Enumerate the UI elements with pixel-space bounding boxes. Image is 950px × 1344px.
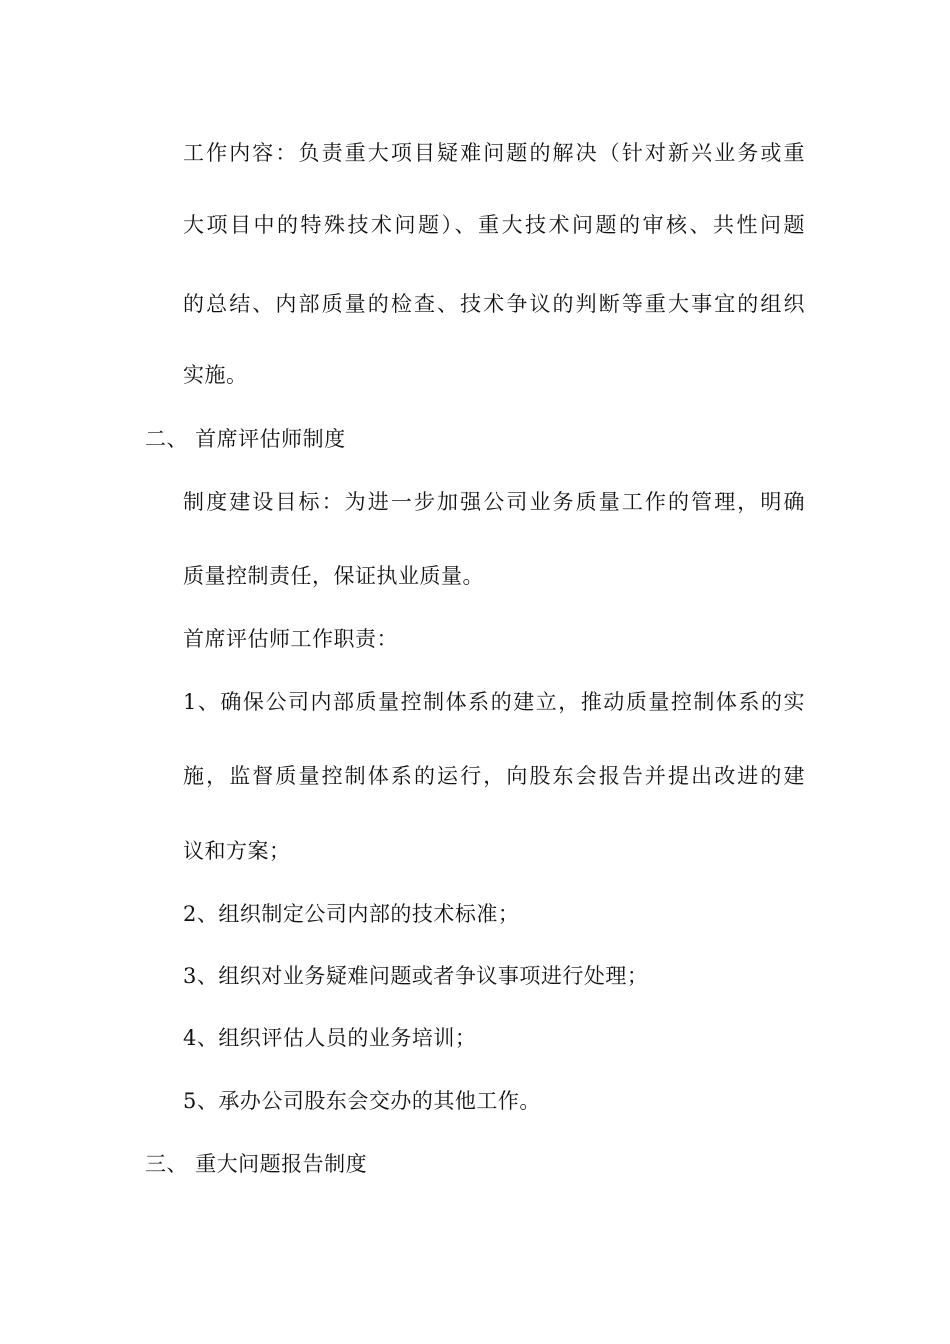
section3-heading: 三、 重大问题报告制度	[145, 1152, 368, 1176]
section2-heading: 二、 首席评估师制度	[145, 427, 346, 451]
duties-title: 首席评估师工作职责：	[183, 627, 398, 651]
duty1-line-2: 施，监督质量控制体系的运行，向股东会报告并提出改进的建	[183, 764, 805, 788]
goal-line-2: 质量控制责任，保证执业质量。	[183, 564, 484, 588]
work-content-line-1: 工作内容：负责重大项目疑难问题的解决（针对新兴业务或重	[183, 141, 805, 165]
duty4: 4、组织评估人员的业务培训；	[183, 1026, 477, 1050]
duty2: 2、组织制定公司内部的技术标准；	[183, 902, 520, 926]
duty5: 5、承办公司股东会交办的其他工作。	[183, 1089, 541, 1113]
work-content-line-2: 大项目中的特殊技术问题）、重大技术问题的审核、共性问题	[183, 213, 805, 237]
duty3: 3、组织对业务疑难问题或者争议事项进行处理；	[183, 964, 649, 988]
work-content-line-3: 的总结、内部质量的检查、技术争议的判断等重大事宜的组织	[183, 292, 805, 316]
duty1-line-1: 1、确保公司内部质量控制体系的建立，推动质量控制体系的实	[183, 690, 805, 714]
work-content-line-4: 实施。	[183, 363, 248, 387]
duty1-line-3: 议和方案；	[183, 839, 291, 863]
goal-line-1: 制度建设目标：为进一步加强公司业务质量工作的管理，明确	[183, 490, 805, 514]
